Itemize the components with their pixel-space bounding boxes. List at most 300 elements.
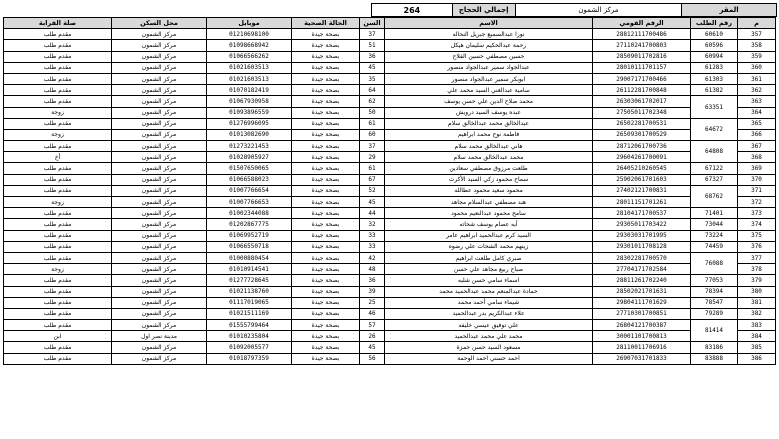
- cell-seq: 382: [738, 308, 776, 319]
- cell-mobile: 01555799464: [207, 320, 292, 331]
- table-row: [4, 308, 776, 319]
- cell-national-id: 30001101700813: [593, 331, 691, 342]
- cell-request-no: 60994: [691, 51, 738, 62]
- cell-request-no: 83186: [691, 342, 738, 353]
- table-row: [4, 331, 776, 342]
- cell-national-id: 28302281700570: [593, 252, 691, 263]
- cell-relation: مقدم طلب: [4, 297, 112, 308]
- cell-mobile: 01007766653: [207, 197, 292, 208]
- cell-name: علي توفيق عيسي خليفه: [385, 320, 593, 331]
- cell-age: 57: [360, 320, 385, 331]
- cell-national-id: 28011151701261: [593, 197, 691, 208]
- table-row: [4, 230, 776, 241]
- cell-health: بصحة جيدة: [292, 331, 360, 342]
- header-national-id: الرقم القومي: [593, 18, 691, 29]
- cell-national-id: 27110241700803: [593, 40, 691, 51]
- cell-age: 51: [360, 40, 385, 51]
- cell-residence: مركز الشمون: [112, 219, 207, 230]
- cell-national-id: 28010111701157: [593, 62, 691, 73]
- cell-mobile: 01021603513: [207, 62, 292, 73]
- cell-national-id: 27402121700831: [593, 185, 691, 196]
- cell-name: محمد علي محمد عبدالحميد: [385, 331, 593, 342]
- cell-relation: مقدم طلب: [4, 230, 112, 241]
- cell-relation: مقدم طلب: [4, 163, 112, 174]
- cell-residence: مركز الشمون: [112, 286, 207, 297]
- cell-national-id: 26112281700848: [593, 85, 691, 96]
- cell-national-id: 28502021701631: [593, 286, 691, 297]
- cell-mobile: 01066550718: [207, 241, 292, 252]
- cell-seq: 363: [738, 96, 776, 107]
- total-pilgrims-label: إجمالي الحجاج: [452, 4, 515, 16]
- cell-relation: مقدم طلب: [4, 286, 112, 297]
- cell-health: بصحة جيدة: [292, 51, 360, 62]
- cell-request-no: 83888: [691, 353, 738, 364]
- cell-age: 42: [360, 252, 385, 263]
- cell-national-id: 29804111701629: [593, 297, 691, 308]
- cell-national-id: 26509301700529: [593, 129, 691, 140]
- cell-national-id: 28509011702816: [593, 51, 691, 62]
- cell-residence: مركز الشمون: [112, 85, 207, 96]
- cell-age: 45: [360, 342, 385, 353]
- cell-mobile: 01066588023: [207, 174, 292, 185]
- table-row: [4, 219, 776, 230]
- cell-health: بصحة جيدة: [292, 252, 360, 263]
- cell-name: فاطمة نوح محمد ابراهيم: [385, 129, 593, 140]
- cell-name: سماح محمود زكي السيد الأكرت: [385, 174, 593, 185]
- cell-mobile: 01092005577: [207, 342, 292, 353]
- cell-age: 48: [360, 264, 385, 275]
- cell-seq: 358: [738, 40, 776, 51]
- cell-seq: 386: [738, 353, 776, 364]
- cell-request-no: 61283: [691, 62, 738, 73]
- cell-age: 36: [360, 51, 385, 62]
- cell-request-no: 60596: [691, 40, 738, 51]
- cell-age: 46: [360, 308, 385, 319]
- cell-request-no: 78394: [691, 286, 738, 297]
- table-row: [4, 241, 776, 252]
- cell-name: احمد حسني احمد الوحمة: [385, 353, 593, 364]
- cell-age: 64: [360, 85, 385, 96]
- cell-seq: 381: [738, 297, 776, 308]
- cell-residence: مركز الشمون: [112, 275, 207, 286]
- cell-health: بصحة جيدة: [292, 129, 360, 140]
- cell-mobile: 01069952719: [207, 230, 292, 241]
- cell-relation: مقدم طلب: [4, 252, 112, 263]
- cell-relation: مقدم طلب: [4, 118, 112, 129]
- cell-seq: 362: [738, 85, 776, 96]
- cell-relation: مقدم طلب: [4, 219, 112, 230]
- table-row: [4, 107, 776, 118]
- cell-national-id: 26804121700387: [593, 320, 691, 331]
- cell-seq: 384: [738, 331, 776, 342]
- cell-relation: مقدم طلب: [4, 185, 112, 196]
- cell-name: صباح ربيع مجاهد علي حسن: [385, 264, 593, 275]
- cell-national-id: 28110011706916: [593, 342, 691, 353]
- cell-request-no: 76088: [691, 252, 738, 274]
- cell-relation: مقدم طلب: [4, 275, 112, 286]
- cell-residence: مركز الشمون: [112, 342, 207, 353]
- cell-mobile: 01010914541: [207, 264, 292, 275]
- cell-seq: 383: [738, 320, 776, 331]
- cell-national-id: 28812111700486: [593, 29, 691, 40]
- cell-residence: مركز الشمون: [112, 129, 207, 140]
- cell-residence: مركز الشمون: [112, 152, 207, 163]
- cell-residence: مركز الشمون: [112, 208, 207, 219]
- cell-health: بصحة جيدة: [292, 308, 360, 319]
- cell-residence: مركز الشمون: [112, 252, 207, 263]
- cell-request-no: 78547: [691, 297, 738, 308]
- cell-relation: مقدم طلب: [4, 342, 112, 353]
- cell-name: نورا عبدالسميع جبريل النحاله: [385, 29, 593, 40]
- cell-seq: 370: [738, 174, 776, 185]
- table-row: [4, 208, 776, 219]
- cell-request-no: 60610: [691, 29, 738, 40]
- cell-age: 45: [360, 62, 385, 73]
- cell-request-no: 67122: [691, 163, 738, 174]
- table-row: [4, 163, 776, 174]
- table-row: [4, 185, 776, 196]
- cell-national-id: 26303061702017: [593, 96, 691, 107]
- table-row: [4, 51, 776, 62]
- cell-request-no: 73224: [691, 230, 738, 241]
- cell-name: طلعت مرزوق مصطفي سعادين: [385, 163, 593, 174]
- cell-health: بصحة جيدة: [292, 185, 360, 196]
- cell-national-id: 29007171700466: [593, 73, 691, 84]
- cell-name: حمادة عبدالمنعم محمد عبدالحميد محمد: [385, 286, 593, 297]
- cell-relation: أخ: [4, 152, 112, 163]
- table-row: [4, 197, 776, 208]
- cell-request-no: 61382: [691, 85, 738, 96]
- header-relation: صلة القرابة: [4, 18, 112, 29]
- cell-mobile: 01021138760: [207, 286, 292, 297]
- table-row: [4, 353, 776, 364]
- cell-residence: مركز الشمون: [112, 308, 207, 319]
- cell-residence: مركز الشمون: [112, 29, 207, 40]
- cell-name: عبده يوسف السيد درويش: [385, 107, 593, 118]
- cell-health: بصحة جيدة: [292, 241, 360, 252]
- cell-national-id: 28712061700736: [593, 141, 691, 152]
- cell-national-id: 27505011702348: [593, 107, 691, 118]
- cell-name: شيماء سامي أحمد محمد: [385, 297, 593, 308]
- header-seq: م: [738, 18, 776, 29]
- cell-residence: مركز الشمون: [112, 353, 207, 364]
- cell-age: 37: [360, 29, 385, 40]
- cell-mobile: 01093896559: [207, 107, 292, 118]
- cell-relation: مقدم طلب: [4, 62, 112, 73]
- cell-request-no: 68762: [691, 185, 738, 207]
- cell-name: صبري كامل طلعت ابراهيم: [385, 252, 593, 263]
- cell-request-no: 74459: [691, 241, 738, 252]
- cell-age: 67: [360, 174, 385, 185]
- cell-health: بصحة جيدة: [292, 73, 360, 84]
- cell-health: بصحة جيدة: [292, 219, 360, 230]
- cell-mobile: 01067930958: [207, 96, 292, 107]
- cell-request-no: 71401: [691, 208, 738, 219]
- cell-name: ابوبكر سمير عبدالجواد منصور: [385, 73, 593, 84]
- cell-seq: 380: [738, 286, 776, 297]
- table-row: [4, 275, 776, 286]
- cell-health: بصحة جيدة: [292, 40, 360, 51]
- table-row: [4, 342, 776, 353]
- cell-health: بصحة جيدة: [292, 62, 360, 73]
- cell-name: هاني عبدالخالق محمد سلام: [385, 141, 593, 152]
- cell-relation: زوجة: [4, 197, 112, 208]
- cell-age: 33: [360, 241, 385, 252]
- cell-relation: مقدم طلب: [4, 141, 112, 152]
- cell-relation: مقدم طلب: [4, 73, 112, 84]
- cell-seq: 368: [738, 152, 776, 163]
- cell-mobile: 01070182419: [207, 85, 292, 96]
- cell-age: 60: [360, 129, 385, 140]
- cell-name: هند مصطفي عبدالسلام مجاهد: [385, 197, 593, 208]
- cell-residence: مركز الشمون: [112, 141, 207, 152]
- cell-request-no: 73044: [691, 219, 738, 230]
- cell-name: مسعود السيد حسن حمزة: [385, 342, 593, 353]
- cell-residence: مركز الشمون: [112, 107, 207, 118]
- cell-health: بصحة جيدة: [292, 197, 360, 208]
- cell-national-id: 29305011703422: [593, 219, 691, 230]
- cell-health: بصحة جيدة: [292, 297, 360, 308]
- cell-seq: 373: [738, 208, 776, 219]
- table-row: [4, 96, 776, 107]
- cell-relation: ابن: [4, 331, 112, 342]
- cell-relation: مقدم طلب: [4, 85, 112, 96]
- cell-relation: زوجة: [4, 264, 112, 275]
- cell-mobile: 01002344088: [207, 208, 292, 219]
- cell-residence: مركز الشمون: [112, 320, 207, 331]
- cell-seq: 369: [738, 163, 776, 174]
- cell-health: بصحة جيدة: [292, 208, 360, 219]
- cell-health: بصحة جيدة: [292, 230, 360, 241]
- cell-mobile: 01013082690: [207, 129, 292, 140]
- cell-health: بصحة جيدة: [292, 264, 360, 275]
- center-label: المقر: [681, 4, 776, 16]
- header-mobile: موبايل: [207, 18, 292, 29]
- cell-mobile: 01021603513: [207, 73, 292, 84]
- cell-relation: زوجة: [4, 107, 112, 118]
- cell-residence: مركز الشمون: [112, 96, 207, 107]
- table-row: [4, 152, 776, 163]
- table-row: [4, 174, 776, 185]
- cell-name: حسين مصطفي حسين الفلاح: [385, 51, 593, 62]
- cell-residence: مركز الشمون: [112, 118, 207, 129]
- cell-age: 25: [360, 297, 385, 308]
- cell-health: بصحة جيدة: [292, 275, 360, 286]
- cell-seq: 385: [738, 342, 776, 353]
- cell-health: بصحة جيدة: [292, 353, 360, 364]
- cell-age: 45: [360, 197, 385, 208]
- pilgrims-table: [3, 17, 776, 365]
- cell-seq: 357: [738, 29, 776, 40]
- cell-health: بصحة جيدة: [292, 29, 360, 40]
- cell-health: بصحة جيدة: [292, 152, 360, 163]
- cell-residence: مركز الشمون: [112, 264, 207, 275]
- cell-age: 52: [360, 185, 385, 196]
- cell-mobile: 01202867775: [207, 219, 292, 230]
- cell-request-no: 79289: [691, 308, 738, 319]
- cell-national-id: 26405210260545: [593, 163, 691, 174]
- cell-mobile: 01098668942: [207, 40, 292, 51]
- table-row: [4, 286, 776, 297]
- cell-national-id: 26907031701833: [593, 353, 691, 364]
- cell-name: اسماء سامي حسن شلبه: [385, 275, 593, 286]
- cell-age: 29: [360, 152, 385, 163]
- cell-residence: مركز الشمون: [112, 163, 207, 174]
- cell-national-id: 29303031701995: [593, 230, 691, 241]
- cell-health: بصحة جيدة: [292, 174, 360, 185]
- cell-health: بصحة جيدة: [292, 342, 360, 353]
- cell-national-id: 28811261702240: [593, 275, 691, 286]
- table-row: [4, 141, 776, 152]
- cell-seq: 379: [738, 275, 776, 286]
- cell-health: بصحة جيدة: [292, 320, 360, 331]
- cell-relation: زوجة: [4, 129, 112, 140]
- cell-request-no: 64808: [691, 141, 738, 163]
- header-residence: محل السكن: [112, 18, 207, 29]
- cell-residence: مركز الشمون: [112, 185, 207, 196]
- cell-name: زينهم محمد الشحات علي رضوه: [385, 241, 593, 252]
- cell-name: عبدالخالق محمد عبدالخالق سلام: [385, 118, 593, 129]
- cell-national-id: 27704171702584: [593, 264, 691, 275]
- cell-health: بصحة جيدة: [292, 141, 360, 152]
- cell-mobile: 01007766654: [207, 185, 292, 196]
- cell-request-no: 77053: [691, 275, 738, 286]
- cell-national-id: 28104171700537: [593, 208, 691, 219]
- cell-name: محمد صلاح الدين علي حسن يوسف: [385, 96, 593, 107]
- cell-health: بصحة جيدة: [292, 85, 360, 96]
- cell-mobile: 01276996095: [207, 118, 292, 129]
- cell-age: 37: [360, 141, 385, 152]
- cell-age: 32: [360, 219, 385, 230]
- cell-age: 50: [360, 107, 385, 118]
- cell-request-no: 61303: [691, 73, 738, 84]
- cell-age: 39: [360, 286, 385, 297]
- cell-residence: مركز الشمون: [112, 197, 207, 208]
- header-request-no: رقم الطلب: [691, 18, 738, 29]
- cell-residence: مركز الشمون: [112, 40, 207, 51]
- cell-seq: 375: [738, 230, 776, 241]
- summary-bar: [371, 3, 777, 17]
- table-body: [4, 29, 776, 365]
- cell-seq: 371: [738, 185, 776, 196]
- cell-request-no: 81414: [691, 320, 738, 342]
- cell-mobile: 01277728645: [207, 275, 292, 286]
- cell-age: 35: [360, 73, 385, 84]
- cell-seq: 364: [738, 107, 776, 118]
- table-row: [4, 297, 776, 308]
- cell-name: محمود سعيد محمود عطالله: [385, 185, 593, 196]
- total-pilgrims-value: 264: [403, 5, 421, 15]
- cell-age: 62: [360, 96, 385, 107]
- table-row: [4, 118, 776, 129]
- center-value: مركز الشمون: [515, 4, 682, 16]
- cell-residence: مركز الشمون: [112, 62, 207, 73]
- cell-mobile: 01028905927: [207, 152, 292, 163]
- cell-age: 26: [360, 331, 385, 342]
- cell-residence: مركز الشمون: [112, 241, 207, 252]
- header-age: السن: [360, 18, 385, 29]
- table-row: [4, 252, 776, 263]
- header-name: الاسم: [385, 18, 593, 29]
- cell-health: بصحة جيدة: [292, 118, 360, 129]
- cell-mobile: 01010235804: [207, 331, 292, 342]
- cell-mobile: 01273221453: [207, 141, 292, 152]
- cell-age: 44: [360, 208, 385, 219]
- cell-name: أيه عصام يوسف شحاته: [385, 219, 593, 230]
- cell-seq: 359: [738, 51, 776, 62]
- cell-mobile: 01021511169: [207, 308, 292, 319]
- cell-national-id: 29301011708128: [593, 241, 691, 252]
- cell-name: عبدالجواد سمير عبدالجواد منصور: [385, 62, 593, 73]
- cell-health: بصحة جيدة: [292, 286, 360, 297]
- cell-residence: مركز الشمون: [112, 174, 207, 185]
- cell-mobile: 01066566262: [207, 51, 292, 62]
- table-row: [4, 129, 776, 140]
- cell-age: 56: [360, 353, 385, 364]
- cell-name: محمد عبدالخالق محمد سلام: [385, 152, 593, 163]
- cell-seq: 366: [738, 129, 776, 140]
- cell-mobile: 01210698100: [207, 29, 292, 40]
- cell-age: 36: [360, 275, 385, 286]
- cell-age: 33: [360, 230, 385, 241]
- cell-relation: مقدم طلب: [4, 320, 112, 331]
- cell-mobile: 01000880454: [207, 252, 292, 263]
- cell-residence: مركز الشمون: [112, 230, 207, 241]
- cell-residence: مركز الشمون: [112, 73, 207, 84]
- table-row: [4, 264, 776, 275]
- header-health: الحالة الصحية: [292, 18, 360, 29]
- cell-mobile: 01507650065: [207, 163, 292, 174]
- cell-health: بصحة جيدة: [292, 107, 360, 118]
- table-row: [4, 73, 776, 84]
- cell-relation: مقدم طلب: [4, 241, 112, 252]
- cell-name: علاء عبدالكريم بدر عبدالحميد: [385, 308, 593, 319]
- cell-seq: 376: [738, 241, 776, 252]
- cell-residence: مركز الشمون: [112, 51, 207, 62]
- cell-name: سامية عبدالغني السيد محمد علي: [385, 85, 593, 96]
- cell-relation: مقدم طلب: [4, 96, 112, 107]
- cell-seq: 377: [738, 252, 776, 263]
- cell-relation: مقدم طلب: [4, 308, 112, 319]
- cell-seq: 367: [738, 141, 776, 152]
- cell-seq: 360: [738, 62, 776, 73]
- cell-age: 61: [360, 163, 385, 174]
- cell-relation: مقدم طلب: [4, 174, 112, 185]
- cell-relation: مقدم طلب: [4, 40, 112, 51]
- cell-seq: 365: [738, 118, 776, 129]
- cell-health: بصحة جيدة: [292, 163, 360, 174]
- cell-seq: 372: [738, 197, 776, 208]
- cell-relation: مقدم طلب: [4, 208, 112, 219]
- table-row: [4, 29, 776, 40]
- cell-request-no: 64672: [691, 118, 738, 140]
- cell-name: السيد كرم عبدالحميد ابراهيم عامر: [385, 230, 593, 241]
- cell-residence: مدينة نصر اول: [112, 331, 207, 342]
- cell-age: 61: [360, 118, 385, 129]
- table-row: [4, 320, 776, 331]
- cell-seq: 374: [738, 219, 776, 230]
- cell-relation: مقدم طلب: [4, 353, 112, 364]
- cell-seq: 378: [738, 264, 776, 275]
- cell-seq: 361: [738, 73, 776, 84]
- cell-relation: مقدم طلب: [4, 51, 112, 62]
- cell-national-id: 29604261700091: [593, 152, 691, 163]
- table-row: [4, 62, 776, 73]
- cell-request-no: 63351: [691, 96, 738, 118]
- table-row: [4, 40, 776, 51]
- cell-national-id: 27710301700851: [593, 308, 691, 319]
- cell-request-no: 67327: [691, 174, 738, 185]
